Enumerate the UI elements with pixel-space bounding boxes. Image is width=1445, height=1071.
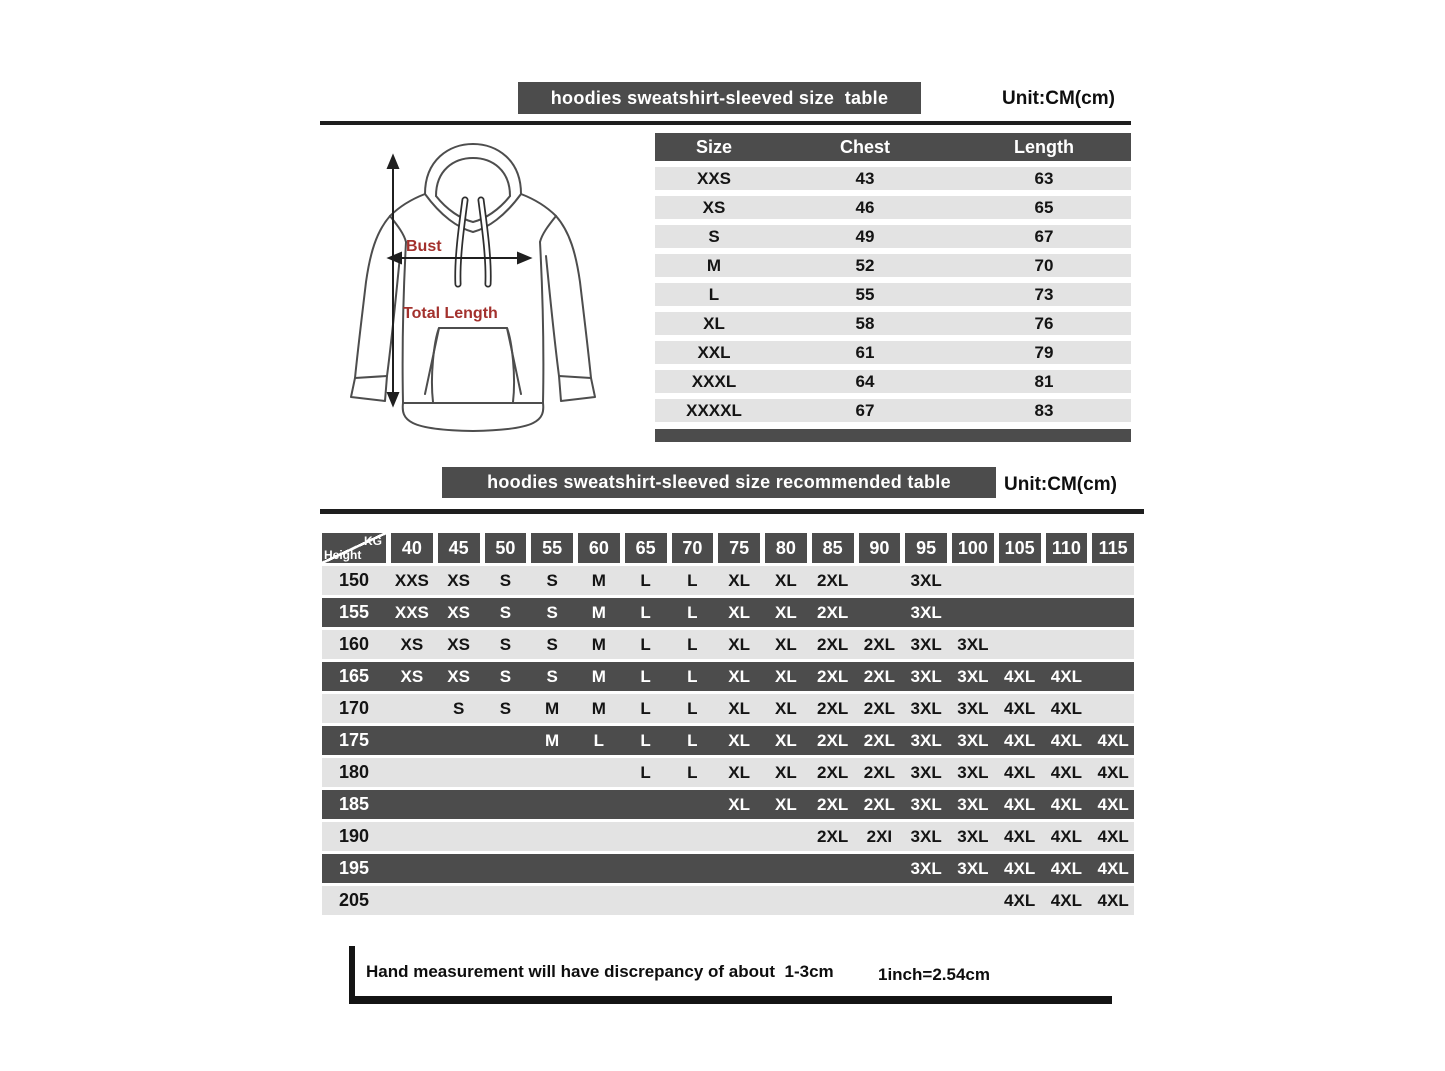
size-recommendation-cell: 4XL [1004,890,1036,910]
weight-header-cell: 65 [625,533,667,563]
size-table-bottom-bar [655,429,1131,442]
chest-cell: 43 [855,168,875,188]
weight-header-cell: 60 [578,533,620,563]
weight-header-cell: 110 [1046,533,1088,563]
unit-label-top: Unit:CM(cm) [1002,88,1115,109]
height-label: 185 [338,794,370,814]
size-cell: XL [703,313,725,333]
weight-header-cell: 55 [531,533,573,563]
size-recommendation-cell: 4XL [1050,698,1082,718]
size-recommendation-cell: 2XL [863,794,895,814]
length-cell: 70 [1034,255,1054,275]
size-recommendation-cell: 4XL [1097,730,1129,750]
left-cuff [351,376,387,401]
size-table-row [655,399,1131,422]
size-cell: XXS [696,168,732,188]
size-recommendation-cell: XL [775,602,797,622]
size-recommendation-cell: 3XL [957,730,989,750]
size-recommendation-cell: 2XL [817,730,849,750]
size-recommendation-cell: XL [728,634,750,654]
drawstrings [458,200,488,284]
weight-header-cell: 95 [905,533,947,563]
size-recommendation-cell: XL [728,698,750,718]
size-cell: XXXL [691,371,737,391]
chest-cell: 55 [855,284,875,304]
length-cell: 79 [1034,342,1054,362]
bust-label: Bust [406,238,442,255]
size-recommendation-cell: 4XL [1004,762,1036,782]
size-recommendation-cell: XS [400,634,424,654]
size-table-row [655,254,1131,277]
size-recommendation-cell: XXS [394,602,429,622]
size-recommendation-cell: M [591,634,606,654]
size-recommendation-cell: 3XL [910,858,942,878]
weight-header-cell: 90 [859,533,901,563]
corner-height-label: Height [324,548,362,562]
size-recommendation-cell: S [546,570,558,590]
size-recommendation-cell: XL [728,666,750,686]
hoodie-measurement-diagram [330,138,622,458]
height-label: 165 [338,666,370,686]
size-recommendation-cell: 2XL [863,666,895,686]
chest-cell: 64 [855,371,875,391]
size-recommendation-cell: S [499,698,512,718]
size-recommendation-cell: S [452,698,465,718]
matrix-row-155 [322,598,1134,627]
size-cell: XXXXL [686,400,742,420]
size-recommendation-cell: L [687,698,698,718]
size-recommendation-cell: 3XL [957,826,989,846]
right-cuff [559,376,595,401]
length-cell: 83 [1034,400,1054,420]
footer-left-bar [349,946,355,1003]
height-label: 175 [338,730,370,750]
size-recommendation-cell: M [545,698,560,718]
size-recommendation-cell: XS [447,634,470,654]
size-recommendation-cell: 3XL [957,858,989,878]
size-cell: M [706,255,722,275]
size-recommendation-cell: M [545,730,560,750]
measurement-discrepancy-note: Hand measurement will have discrepancy of about 1-3cm [366,962,834,981]
size-recommendation-cell: L [687,634,698,654]
divider-line-top [320,121,1131,125]
size-recommendation-cell: M [591,698,606,718]
column-header-chest: Chest [839,136,890,157]
size-recommendation-cell: XL [775,698,797,718]
matrix-row-205 [322,886,1134,915]
size-recommendation-cell: L [593,730,605,750]
height-label: 160 [338,634,370,654]
size-measurement-table [655,133,1131,442]
size-table-row [655,370,1131,393]
height-label: 170 [338,698,370,718]
size-table-row [655,196,1131,219]
size-recommendation-cell: 3XL [957,762,989,782]
size-recommendation-cell: XL [775,730,797,750]
corner-kg-label: KG [364,534,382,548]
size-recommendation-cell: 4XL [1097,890,1129,910]
chest-cell: 67 [855,400,875,420]
size-recommendation-cell: L [687,762,698,782]
size-recommendation-cell: 4XL [1004,730,1036,750]
size-recommendation-cell: 3XL [910,666,942,686]
size-cell: S [708,226,720,246]
size-recommendation-cell: S [499,602,512,622]
size-recommendation-cell: 4XL [1004,666,1036,686]
length-cell: 81 [1034,371,1054,391]
size-recommendation-cell: XS [447,666,470,686]
size-recommendation-cell: XL [728,794,750,814]
size-recommendation-cell: S [546,634,558,654]
size-recommendation-cell: XL [775,570,797,590]
size-recommendation-cell: L [640,730,651,750]
size-recommendation-cell: 4XL [1097,762,1129,782]
weight-header-cell: 100 [952,533,994,563]
size-recommendation-cell: 3XL [910,794,942,814]
size-recommendation-cell: XL [775,794,797,814]
size-recommendation-cell: 2XL [863,730,895,750]
size-recommendation-cell: S [499,634,512,654]
size-recommendation-cell: 4XL [1050,890,1082,910]
size-recommendation-cell: 2XL [863,762,895,782]
size-recommendation-cell: XL [728,762,750,782]
size-recommendation-cell: 2XL [817,794,849,814]
matrix-row-160 [322,630,1134,659]
size-recommendation-cell: 2XL [817,634,849,654]
length-cell: 63 [1034,168,1054,188]
weight-header-cell: 115 [1092,533,1134,563]
size-recommendation-cell: 4XL [1050,730,1082,750]
chest-cell: 52 [855,255,875,275]
size-recommendation-cell: 3XL [910,570,942,590]
size-recommendation-cell: 2XL [863,698,895,718]
size-recommendation-cell: 3XL [910,634,942,654]
size-recommendation-cell: XL [775,762,797,782]
matrix-row-175 [322,726,1134,755]
length-cell: 65 [1034,197,1054,217]
size-recommendation-cell: XS [447,570,470,590]
chest-cell: 46 [855,197,875,217]
size-recommendation-cell: 2XL [817,698,849,718]
chest-cell: 58 [855,313,875,333]
weight-header-cell: 85 [812,533,854,563]
size-recommendation-cell: 4XL [1050,794,1082,814]
size-recommendation-cell: 3XL [910,730,942,750]
size-recommendation-cell: 4XL [1004,698,1036,718]
weight-header-cell: 50 [485,533,527,563]
size-recommendation-cell: S [546,666,558,686]
column-header-length: Length [1014,136,1074,157]
size-recommendation-cell: XL [775,634,797,654]
length-cell: 73 [1034,284,1054,304]
size-table-row [655,283,1131,306]
size-recommendation-cell: S [546,602,558,622]
size-recommendation-cell: L [640,634,651,654]
size-recommendation-cell: L [640,602,651,622]
size-recommendation-cell: XL [728,602,750,622]
size-recommendation-cell: L [687,570,698,590]
size-recommendation-cell: L [687,730,698,750]
size-recommendation-matrix [322,533,1134,915]
size-recommendation-cell: 2XL [817,666,849,686]
size-recommendation-cell: L [640,570,651,590]
matrix-row-165 [322,662,1134,691]
size-cell: L [708,284,720,304]
matrix-row-190 [322,822,1134,851]
weight-header-cell: 80 [765,533,807,563]
size-recommendation-cell: XS [447,602,470,622]
size-table-row [655,341,1131,364]
size-recommendation-cell: L [640,666,651,686]
length-cell: 67 [1034,226,1054,246]
height-label: 180 [338,762,370,782]
size-recommendation-cell: 3XL [957,794,989,814]
size-recommendation-cell: 3XL [957,698,989,718]
height-label: 155 [338,602,370,622]
matrix-row-150 [322,566,1134,595]
kg-height-corner-cell [322,533,386,563]
size-recommendation-cell: 4XL [1097,826,1129,846]
height-label: 195 [338,858,370,878]
matrix-row-195 [322,854,1134,883]
weight-header-cell: 45 [438,533,480,563]
size-recommendation-cell: XL [728,570,750,590]
unit-label-bottom: Unit:CM(cm) [1004,474,1117,495]
size-table-row [655,312,1131,335]
weight-header-cell: 75 [718,533,760,563]
weight-header-cell: 40 [391,533,433,563]
size-recommendation-cell: 4XL [1050,826,1082,846]
size-recommendation-cell: 3XL [910,602,942,622]
size-recommendation-cell: XL [728,730,750,750]
size-recommendation-cell: 4XL [1097,794,1129,814]
size-table-row [655,167,1131,190]
hood-outline [425,144,521,194]
size-recommendation-cell: M [591,666,606,686]
size-recommendation-cell: 2XL [817,602,849,622]
size-recommendation-cell: XXS [394,570,429,590]
recommended-table-title-bar: hoodies sweatshirt-sleeved size recommended table [442,467,996,498]
size-recommendation-cell: 3XL [957,666,989,686]
height-label: 190 [338,826,370,846]
size-recommendation-cell: 2XI [866,826,893,846]
inch-conversion-note: 1inch=2.54cm [878,965,990,984]
size-recommendation-cell: 3XL [910,826,942,846]
size-table-row [655,225,1131,248]
size-recommendation-cell: 4XL [1004,858,1036,878]
size-table-title-bar: hoodies sweatshirt-sleeved size table [518,82,921,114]
weight-header-cell: 70 [672,533,714,563]
weight-header-cell: 105 [999,533,1041,563]
size-recommendation-cell: 3XL [910,698,942,718]
matrix-row-185 [322,790,1134,819]
size-recommendation-cell: 3XL [957,634,989,654]
size-recommendation-cell: L [640,698,651,718]
size-cell: XXL [697,342,731,362]
size-recommendation-cell: L [687,602,698,622]
size-recommendation-cell: 4XL [1050,858,1082,878]
size-recommendation-cell: S [499,570,512,590]
height-label: 150 [338,570,370,590]
size-recommendation-cell: L [687,666,698,686]
chest-cell: 49 [855,226,875,246]
size-recommendation-cell: S [499,666,512,686]
length-cell: 76 [1034,313,1054,333]
size-recommendation-cell: 4XL [1004,794,1036,814]
size-recommendation-cell: L [640,762,651,782]
hem-band [403,403,544,431]
size-table-header [655,133,1131,161]
size-cell: XS [702,197,726,217]
size-recommendation-cell: 4XL [1050,762,1082,782]
size-recommendation-cell: XS [400,666,424,686]
matrix-row-180 [322,758,1134,787]
divider-line-middle [320,509,1144,514]
size-recommendation-cell: 3XL [910,762,942,782]
total-length-label: Total Length [403,305,498,322]
size-recommendation-cell: 4XL [1050,666,1082,686]
size-recommendation-cell: 4XL [1004,826,1036,846]
chest-cell: 61 [855,342,875,362]
height-label: 205 [338,890,370,910]
footer-bottom-bar [349,996,1112,1004]
pocket [432,328,514,402]
column-header-size: Size [695,136,733,157]
size-recommendation-cell: 2XL [863,634,895,654]
matrix-header-row [322,533,1134,563]
size-recommendation-cell: 2XL [817,826,849,846]
size-recommendation-cell: M [591,570,606,590]
size-recommendation-cell: 4XL [1097,858,1129,878]
size-recommendation-cell: 2XL [817,570,849,590]
size-recommendation-cell: XL [775,666,797,686]
size-recommendation-cell: M [591,602,606,622]
size-recommendation-cell: 2XL [817,762,849,782]
matrix-row-170 [322,694,1134,723]
